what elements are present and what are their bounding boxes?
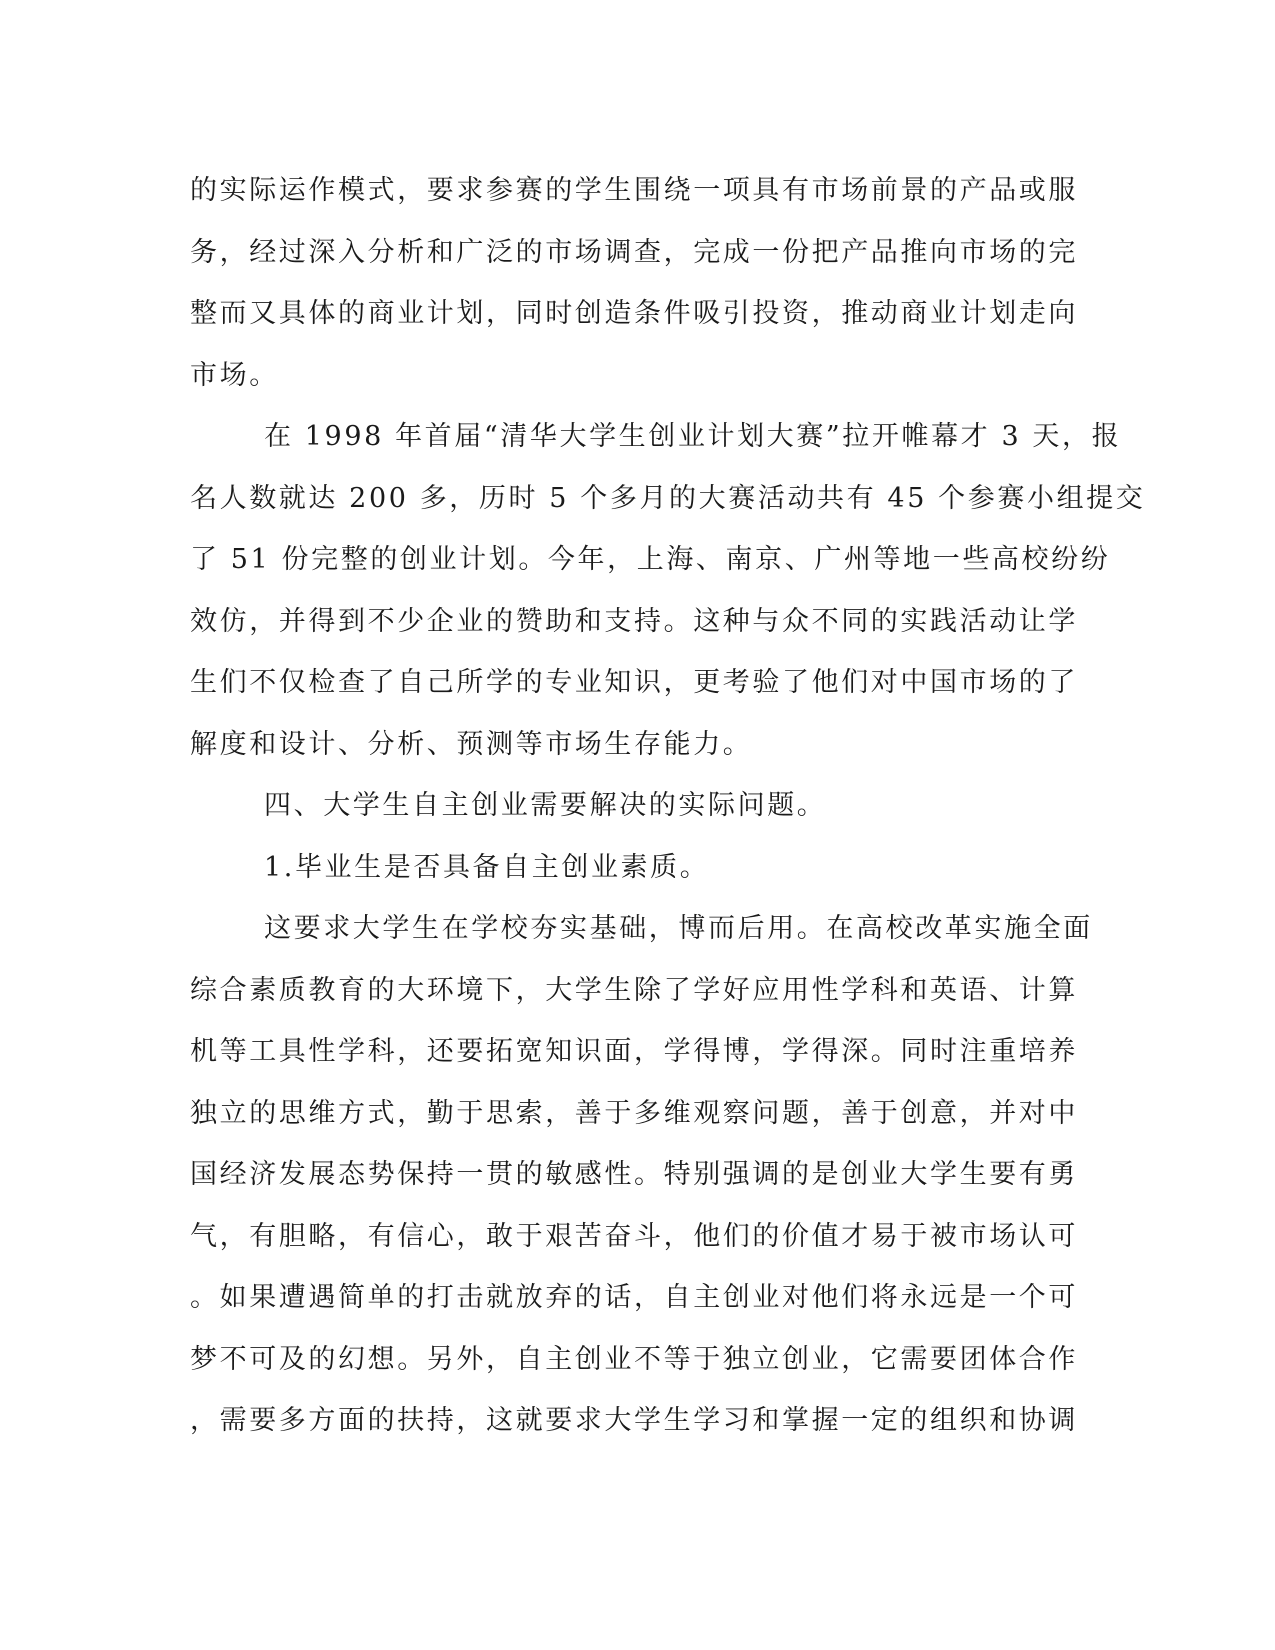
text-line: 市场。 (190, 359, 279, 391)
text-line: 独立的思维方式，勤于思索，善于多维观察问题，善于创意，并对中 (190, 1097, 1078, 1129)
text-line: 气，有胆略，有信心，敢于艰苦奋斗，他们的价值才易于被市场认可 (190, 1220, 1078, 1252)
text-line: 这要求大学生在学校夯实基础，博而后用。在高校改革实施全面 (264, 913, 1093, 944)
text-line: 解度和设计、分析、预测等市场生存能力。 (190, 728, 753, 760)
text-line: 梦不可及的幻想。另外，自主创业不等于独立创业，它需要团体合作 (190, 1343, 1078, 1375)
section-heading: 四、大学生自主创业需要解决的实际问题。 (264, 790, 827, 821)
text-line: 机等工具性学科，还要拓宽知识面，学得博，学得深。同时注重培养 (190, 1036, 1078, 1067)
text-line: ，需要多方面的扶持，这就要求大学生学习和掌握一定的组织和协调 (190, 1405, 1078, 1436)
text-line: 综合素质教育的大环境下，大学生除了学好应用性学科和英语、计算 (190, 974, 1078, 1006)
text-line: 生们不仅检查了自己所学的专业知识，更考验了他们对中国市场的了 (190, 667, 1078, 698)
text-line: 的实际运作模式，要求参赛的学生围绕一项具有市场前景的产品或服 (190, 175, 1078, 206)
text-line: 在 1998 年首届“清华大学生创业计划大赛”拉开帷幕才 3 天，报 (264, 421, 1122, 452)
text-line: 整而又具体的商业计划，同时创造条件吸引投资，推动商业计划走向 (190, 298, 1078, 329)
text-line: 名人数就达 200 多，历时 5 个多月的大赛活动共有 45 个参赛小组提交 (190, 482, 1146, 514)
subsection-heading: 1.毕业生是否具备自主创业素质。 (264, 851, 710, 883)
text-line: 国经济发展态势保持一贯的敏感性。特别强调的是创业大学生要有勇 (190, 1159, 1078, 1190)
text-line: 。如果遭遇简单的打击就放弃的话，自主创业对他们将永远是一个可 (190, 1282, 1078, 1313)
text-line: 了 51 份完整的创业计划。今年，上海、南京、广州等地一些高校纷纷 (190, 544, 1111, 575)
text-line: 效仿，并得到不少企业的赞助和支持。这种与众不同的实践活动让学 (190, 605, 1078, 637)
document-body (190, 160, 1146, 1452)
text-line: 务，经过深入分析和广泛的市场调查，完成一份把产品推向市场的完 (190, 236, 1078, 268)
